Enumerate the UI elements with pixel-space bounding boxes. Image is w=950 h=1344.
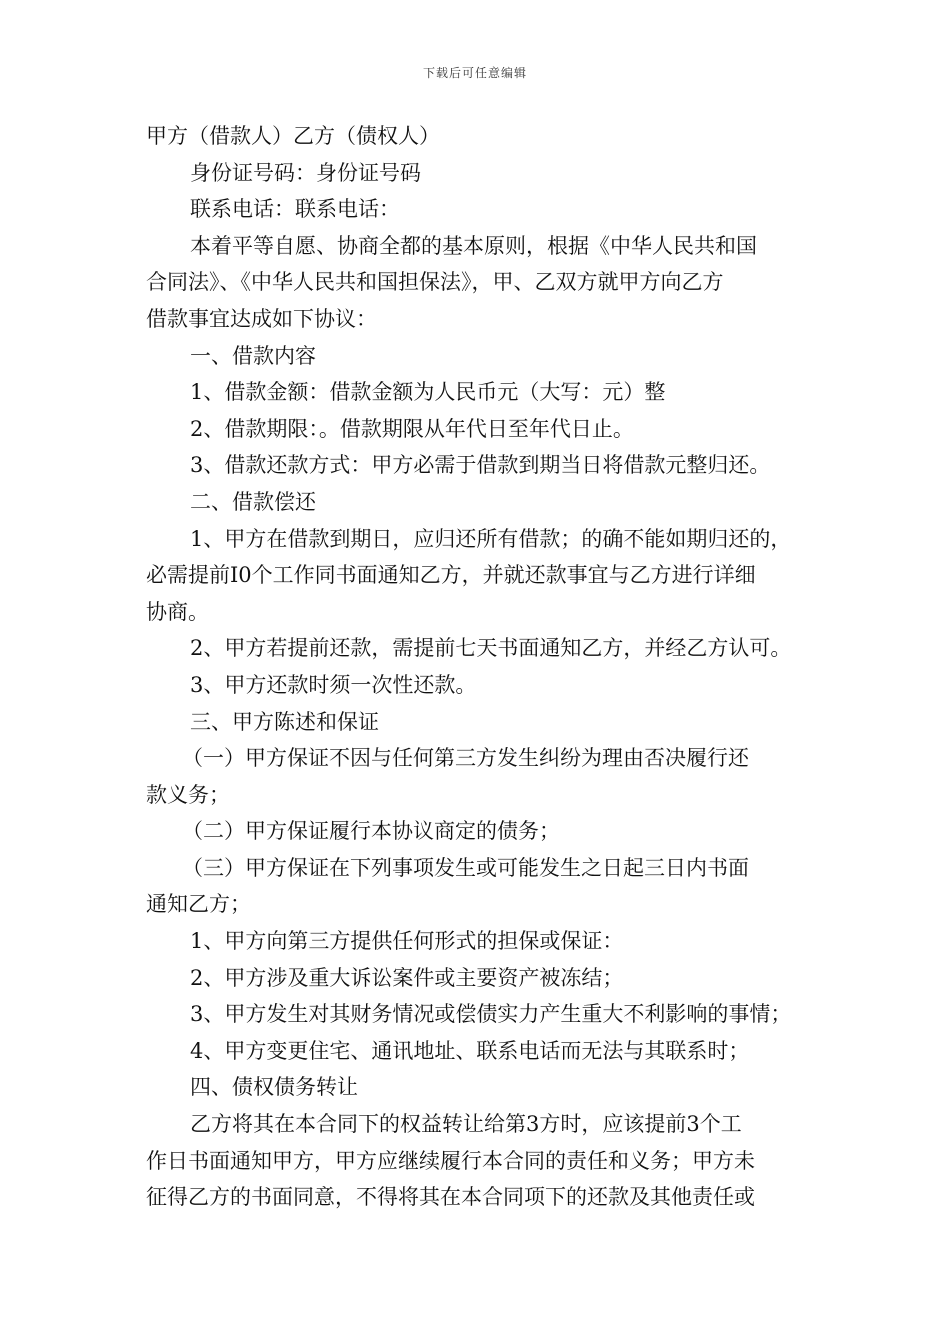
clause-1-2: 2、借款期限：。借款期限从年代日至年代日止。 [190, 416, 634, 441]
clause-2-2: 2、甲方若提前还款，需提前七天书面通知乙方，并经乙方认可。 [190, 636, 792, 661]
clause-4-line-2: 作日书面通知甲方，甲方应继续履行本合同的责任和义务；甲方未 [146, 1148, 755, 1173]
section-heading-4: 四、债权债务转让 [190, 1075, 358, 1100]
clause-3-3-item-4: 4、甲方变更住宅、通讯地址、联系电话而无法与其联系时； [190, 1038, 750, 1063]
parties-line: 甲方（借款人）乙方（债权人） [146, 124, 440, 148]
document-body [146, 118, 814, 1216]
clause-2-1-line-2: 必需提前I0个工作同书面通知乙方，并就还款事宜与乙方进行详细 [146, 563, 756, 588]
clause-4-line-3: 征得乙方的书面同意，不得将其在本合同项下的还款及其他责任或 [146, 1185, 755, 1210]
clause-3-1-line-1: （一）甲方保证不因与任何第三方发生纠纷为理由否决履行还 [182, 746, 749, 771]
id-number-line: 身份证号码：身份证号码 [190, 160, 421, 185]
page-header: 下载后可任意编辑 [422, 66, 527, 80]
section-heading-2: 二、借款偿还 [190, 489, 316, 514]
clause-1-1: 1、借款金额：借款金额为人民币元（大写：元）整 [190, 380, 666, 405]
section-heading-1: 一、借款内容 [190, 343, 316, 368]
clause-4-line-1: 乙方将其在本合同下的权益转让给第3方时，应该提前3个工 [190, 1112, 742, 1137]
clause-2-1-line-3: 协商。 [146, 599, 209, 624]
section-heading-3: 三、甲方陈述和保证 [190, 709, 379, 734]
clause-3-3-line-1: （三）甲方保证在下列事项发生或可能发生之日起三日内书面 [182, 855, 749, 880]
clause-3-3-line-2: 通知乙方； [146, 892, 251, 917]
preamble-line-2: 合同法》、《中华人民共和国担保法》，甲、乙双方就甲方向乙方 [146, 270, 724, 295]
preamble-line-3: 借款事宜达成如下协议： [146, 306, 377, 331]
clause-1-3: 3、借款还款方式：甲方必需于借款到期当日将借款元整归还。 [190, 453, 771, 478]
clause-3-3-item-2: 2、甲方涉及重大诉讼案件或主要资产被冻结； [190, 965, 624, 990]
clause-2-1-line-1: 1、甲方在借款到期日，应归还所有借款；的确不能如期归还的， [190, 526, 792, 551]
phone-line: 联系电话：联系电话： [190, 197, 400, 222]
clause-3-2: （二）甲方保证履行本协议商定的债务； [182, 819, 560, 844]
clause-3-1-line-2: 款义务； [146, 782, 230, 807]
preamble-line-1: 本着平等自愿、协商全都的基本原则，根据《中华人民共和国 [190, 233, 757, 258]
clause-3-3-item-3: 3、甲方发生对其财务情况或偿债实力产生重大不利影响的事情； [190, 1002, 792, 1027]
clause-3-3-item-1: 1、甲方向第三方提供任何形式的担保或保证： [190, 929, 624, 954]
clause-2-3: 3、甲方还款时须一次性还款。 [190, 672, 477, 697]
